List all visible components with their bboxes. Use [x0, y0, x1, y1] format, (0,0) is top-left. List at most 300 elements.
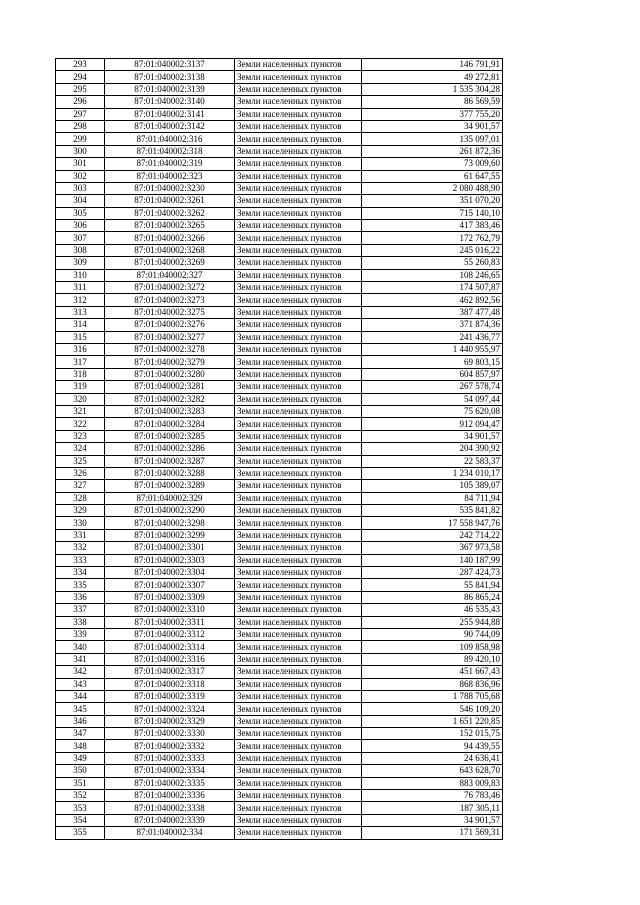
- table-row: [56, 170, 503, 182]
- cadastral-number-cell: 87:01:040002:3281: [105, 381, 235, 393]
- row-number-cell: 301: [56, 158, 105, 170]
- table-row: [56, 405, 503, 417]
- land-category-cell: Земли населенных пунктов: [235, 480, 362, 492]
- cadastral-number-cell: 87:01:040002:323: [105, 170, 235, 182]
- cadastral-value-cell: 34 901,57: [362, 120, 503, 132]
- table-row: [56, 728, 503, 740]
- table-row: [56, 567, 503, 579]
- land-category-cell: Земли населенных пунктов: [235, 814, 362, 826]
- row-number-cell: 305: [56, 207, 105, 219]
- cadastral-value-cell: 255 944,88: [362, 616, 503, 628]
- row-number-cell: 352: [56, 790, 105, 802]
- land-category-cell: Земли населенных пунктов: [235, 777, 362, 789]
- cadastral-value-cell: 69 803,15: [362, 356, 503, 368]
- table-body: [56, 59, 503, 840]
- cadastral-value-cell: 86 865,24: [362, 591, 503, 603]
- table-row: [56, 814, 503, 826]
- table-row: [56, 579, 503, 591]
- row-number-cell: 309: [56, 257, 105, 269]
- row-number-cell: 347: [56, 728, 105, 740]
- row-number-cell: 329: [56, 505, 105, 517]
- row-number-cell: 348: [56, 740, 105, 752]
- land-category-cell: Земли населенных пунктов: [235, 678, 362, 690]
- row-number-cell: 310: [56, 269, 105, 281]
- table-row: [56, 83, 503, 95]
- land-category-cell: Земли населенных пунктов: [235, 554, 362, 566]
- cadastral-value-cell: 89 420,10: [362, 653, 503, 665]
- table-row: [56, 517, 503, 529]
- table-row: [56, 641, 503, 653]
- row-number-cell: 312: [56, 294, 105, 306]
- table-row: [56, 604, 503, 616]
- table-row: [56, 195, 503, 207]
- cadastral-number-cell: 87:01:040002:3310: [105, 604, 235, 616]
- land-category-cell: Земли населенных пунктов: [235, 207, 362, 219]
- row-number-cell: 340: [56, 641, 105, 653]
- cadastral-number-cell: 87:01:040002:3268: [105, 244, 235, 256]
- cadastral-number-cell: 87:01:040002:3288: [105, 467, 235, 479]
- row-number-cell: 319: [56, 381, 105, 393]
- cadastral-number-cell: 87:01:040002:3301: [105, 542, 235, 554]
- table-row: [56, 418, 503, 430]
- cadastral-number-cell: 87:01:040002:3336: [105, 790, 235, 802]
- row-number-cell: 302: [56, 170, 105, 182]
- cadastral-value-cell: 86 569,59: [362, 96, 503, 108]
- table-row: [56, 120, 503, 132]
- land-category-cell: Земли населенных пунктов: [235, 343, 362, 355]
- cadastral-number-cell: 87:01:040002:334: [105, 827, 235, 839]
- cadastral-number-cell: 87:01:040002:3277: [105, 331, 235, 343]
- cadastral-number-cell: 87:01:040002:3275: [105, 306, 235, 318]
- land-category-cell: Земли населенных пунктов: [235, 628, 362, 640]
- table-row: [56, 220, 503, 232]
- row-number-cell: 322: [56, 418, 105, 430]
- table-row: [56, 158, 503, 170]
- cadastral-number-cell: 87:01:040002:3282: [105, 393, 235, 405]
- land-category-cell: Земли населенных пунктов: [235, 827, 362, 839]
- table-row: [56, 381, 503, 393]
- land-category-cell: Земли населенных пунктов: [235, 418, 362, 430]
- cadastral-number-cell: 87:01:040002:316: [105, 133, 235, 145]
- land-category-cell: Земли населенных пунктов: [235, 728, 362, 740]
- cadastral-value-cell: 604 857,97: [362, 368, 503, 380]
- row-number-cell: 295: [56, 83, 105, 95]
- cadastral-number-cell: 87:01:040002:3289: [105, 480, 235, 492]
- land-category-cell: Земли населенных пунктов: [235, 740, 362, 752]
- land-category-cell: Земли населенных пунктов: [235, 282, 362, 294]
- row-number-cell: 331: [56, 529, 105, 541]
- land-category-cell: Земли населенных пунктов: [235, 790, 362, 802]
- cadastral-value-cell: 371 874,36: [362, 319, 503, 331]
- land-category-cell: Земли населенных пунктов: [235, 120, 362, 132]
- table-row: [56, 628, 503, 640]
- table-row: [56, 257, 503, 269]
- cadastral-value-cell: 34 901,57: [362, 430, 503, 442]
- land-category-cell: Земли населенных пунктов: [235, 443, 362, 455]
- cadastral-value-cell: 883 009,83: [362, 777, 503, 789]
- table-row: [56, 480, 503, 492]
- cadastral-number-cell: 87:01:040002:3287: [105, 455, 235, 467]
- table-row: [56, 393, 503, 405]
- cadastral-number-cell: 87:01:040002:3317: [105, 666, 235, 678]
- cadastral-number-cell: 87:01:040002:3319: [105, 690, 235, 702]
- row-number-cell: 339: [56, 628, 105, 640]
- table-row: [56, 244, 503, 256]
- table-row: [56, 505, 503, 517]
- table-row: [56, 827, 503, 839]
- cadastral-value-cell: 1 440 955,97: [362, 343, 503, 355]
- land-category-cell: Земли населенных пунктов: [235, 59, 362, 71]
- cadastral-number-cell: 87:01:040002:3272: [105, 282, 235, 294]
- land-category-cell: Земли населенных пунктов: [235, 567, 362, 579]
- table-row: [56, 554, 503, 566]
- row-number-cell: 303: [56, 182, 105, 194]
- table-row: [56, 653, 503, 665]
- cadastral-value-cell: 187 305,11: [362, 802, 503, 814]
- land-category-cell: Земли населенных пунктов: [235, 96, 362, 108]
- cadastral-value-cell: 49 272,81: [362, 71, 503, 83]
- cadastral-number-cell: 87:01:040002:3316: [105, 653, 235, 665]
- row-number-cell: 311: [56, 282, 105, 294]
- row-number-cell: 335: [56, 579, 105, 591]
- land-category-cell: Земли населенных пунктов: [235, 604, 362, 616]
- row-number-cell: 315: [56, 331, 105, 343]
- cadastral-value-cell: 22 583,37: [362, 455, 503, 467]
- cadastral-value-cell: 54 097,44: [362, 393, 503, 405]
- land-category-cell: Земли населенных пунктов: [235, 170, 362, 182]
- cadastral-number-cell: 87:01:040002:3324: [105, 703, 235, 715]
- land-category-cell: Земли населенных пунктов: [235, 356, 362, 368]
- cadastral-value-cell: 451 667,43: [362, 666, 503, 678]
- table-row: [56, 666, 503, 678]
- cadastral-value-cell: 109 858,98: [362, 641, 503, 653]
- cadastral-number-cell: 87:01:040002:3334: [105, 765, 235, 777]
- land-category-cell: Земли населенных пунктов: [235, 306, 362, 318]
- row-number-cell: 304: [56, 195, 105, 207]
- table-row: [56, 715, 503, 727]
- row-number-cell: 313: [56, 306, 105, 318]
- row-number-cell: 353: [56, 802, 105, 814]
- row-number-cell: 299: [56, 133, 105, 145]
- cadastral-number-cell: 87:01:040002:3265: [105, 220, 235, 232]
- cadastral-value-cell: 546 109,20: [362, 703, 503, 715]
- table-row: [56, 108, 503, 120]
- land-category-cell: Земли населенных пунктов: [235, 765, 362, 777]
- row-number-cell: 323: [56, 430, 105, 442]
- cadastral-number-cell: 87:01:040002:3261: [105, 195, 235, 207]
- land-category-cell: Земли населенных пунктов: [235, 133, 362, 145]
- land-category-cell: Земли населенных пунктов: [235, 244, 362, 256]
- table-row: [56, 467, 503, 479]
- land-category-cell: Земли населенных пунктов: [235, 529, 362, 541]
- cadastral-value-cell: 61 647,55: [362, 170, 503, 182]
- cadastral-value-cell: 387 477,48: [362, 306, 503, 318]
- cadastral-value-cell: 94 439,55: [362, 740, 503, 752]
- land-category-cell: Земли населенных пунктов: [235, 294, 362, 306]
- cadastral-number-cell: 87:01:040002:3303: [105, 554, 235, 566]
- land-category-cell: Земли населенных пунктов: [235, 108, 362, 120]
- table-row: [56, 740, 503, 752]
- row-number-cell: 328: [56, 492, 105, 504]
- land-category-cell: Земли населенных пунктов: [235, 666, 362, 678]
- land-category-cell: Земли населенных пунктов: [235, 430, 362, 442]
- table-row: [56, 59, 503, 71]
- cadastral-value-cell: 367 973,58: [362, 542, 503, 554]
- row-number-cell: 336: [56, 591, 105, 603]
- cadastral-value-cell: 2 080 488,90: [362, 182, 503, 194]
- table-row: [56, 616, 503, 628]
- cadastral-value-cell: 417 383,46: [362, 220, 503, 232]
- row-number-cell: 318: [56, 368, 105, 380]
- table-row: [56, 368, 503, 380]
- row-number-cell: 317: [56, 356, 105, 368]
- cadastral-number-cell: 87:01:040002:327: [105, 269, 235, 281]
- row-number-cell: 354: [56, 814, 105, 826]
- cadastral-value-cell: 55 260,83: [362, 257, 503, 269]
- row-number-cell: 332: [56, 542, 105, 554]
- cadastral-value-cell: 1 535 304,28: [362, 83, 503, 95]
- cadastral-value-table: [55, 58, 503, 840]
- cadastral-value-cell: 204 390,92: [362, 443, 503, 455]
- cadastral-number-cell: 87:01:040002:3141: [105, 108, 235, 120]
- cadastral-value-cell: 267 578,74: [362, 381, 503, 393]
- cadastral-value-cell: 377 755,20: [362, 108, 503, 120]
- row-number-cell: 325: [56, 455, 105, 467]
- table-row: [56, 703, 503, 715]
- table-row: [56, 282, 503, 294]
- row-number-cell: 333: [56, 554, 105, 566]
- cadastral-value-cell: 55 841,94: [362, 579, 503, 591]
- land-category-cell: Земли населенных пунктов: [235, 182, 362, 194]
- cadastral-number-cell: 87:01:040002:3276: [105, 319, 235, 331]
- cadastral-value-cell: 75 620,08: [362, 405, 503, 417]
- table-row: [56, 455, 503, 467]
- row-number-cell: 297: [56, 108, 105, 120]
- land-category-cell: Земли населенных пунктов: [235, 319, 362, 331]
- cadastral-number-cell: 87:01:040002:3298: [105, 517, 235, 529]
- cadastral-number-cell: 87:01:040002:3262: [105, 207, 235, 219]
- cadastral-number-cell: 87:01:040002:3309: [105, 591, 235, 603]
- cadastral-value-cell: 1 234 010,17: [362, 467, 503, 479]
- table-row: [56, 306, 503, 318]
- cadastral-value-cell: 241 436,77: [362, 331, 503, 343]
- cadastral-number-cell: 87:01:040002:3318: [105, 678, 235, 690]
- land-category-cell: Земли населенных пунктов: [235, 195, 362, 207]
- cadastral-number-cell: 87:01:040002:3339: [105, 814, 235, 826]
- land-category-cell: Земли населенных пунктов: [235, 158, 362, 170]
- cadastral-number-cell: 87:01:040002:3314: [105, 641, 235, 653]
- table-row: [56, 802, 503, 814]
- land-category-cell: Земли населенных пунктов: [235, 616, 362, 628]
- table-row: [56, 790, 503, 802]
- row-number-cell: 307: [56, 232, 105, 244]
- cadastral-value-cell: 73 009,60: [362, 158, 503, 170]
- cadastral-value-cell: 535 841,82: [362, 505, 503, 517]
- cadastral-number-cell: 87:01:040002:3299: [105, 529, 235, 541]
- row-number-cell: 296: [56, 96, 105, 108]
- cadastral-value-cell: 1 788 705,68: [362, 690, 503, 702]
- table-row: [56, 294, 503, 306]
- cadastral-value-cell: 174 507,87: [362, 282, 503, 294]
- table-row: [56, 232, 503, 244]
- row-number-cell: 346: [56, 715, 105, 727]
- row-number-cell: 321: [56, 405, 105, 417]
- row-number-cell: 337: [56, 604, 105, 616]
- cadastral-number-cell: 87:01:040002:3273: [105, 294, 235, 306]
- table-row: [56, 96, 503, 108]
- table-row: [56, 133, 503, 145]
- table-row: [56, 331, 503, 343]
- land-category-cell: Земли населенных пунктов: [235, 405, 362, 417]
- land-category-cell: Земли населенных пунктов: [235, 368, 362, 380]
- cadastral-number-cell: 87:01:040002:3283: [105, 405, 235, 417]
- cadastral-value-cell: 643 628,70: [362, 765, 503, 777]
- table-row: [56, 690, 503, 702]
- cadastral-number-cell: 87:01:040002:3269: [105, 257, 235, 269]
- land-category-cell: Земли населенных пунктов: [235, 269, 362, 281]
- cadastral-number-cell: 87:01:040002:3140: [105, 96, 235, 108]
- row-number-cell: 341: [56, 653, 105, 665]
- land-category-cell: Земли населенных пунктов: [235, 715, 362, 727]
- cadastral-value-cell: 912 094,47: [362, 418, 503, 430]
- cadastral-value-cell: 351 070,20: [362, 195, 503, 207]
- cadastral-number-cell: 87:01:040002:3311: [105, 616, 235, 628]
- cadastral-number-cell: 87:01:040002:3338: [105, 802, 235, 814]
- cadastral-value-cell: 90 744,09: [362, 628, 503, 640]
- table-row: [56, 145, 503, 157]
- row-number-cell: 342: [56, 666, 105, 678]
- land-category-cell: Земли населенных пунктов: [235, 393, 362, 405]
- land-category-cell: Земли населенных пунктов: [235, 492, 362, 504]
- row-number-cell: 345: [56, 703, 105, 715]
- table-row: [56, 529, 503, 541]
- cadastral-number-cell: 87:01:040002:3279: [105, 356, 235, 368]
- cadastral-number-cell: 87:01:040002:3330: [105, 728, 235, 740]
- cadastral-number-cell: 87:01:040002:3307: [105, 579, 235, 591]
- land-category-cell: Земли населенных пунктов: [235, 517, 362, 529]
- cadastral-number-cell: 87:01:040002:3142: [105, 120, 235, 132]
- cadastral-number-cell: 87:01:040002:3285: [105, 430, 235, 442]
- cadastral-number-cell: 87:01:040002:318: [105, 145, 235, 157]
- land-category-cell: Земли населенных пунктов: [235, 145, 362, 157]
- cadastral-number-cell: 87:01:040002:3137: [105, 59, 235, 71]
- table-row: [56, 269, 503, 281]
- cadastral-number-cell: 87:01:040002:3230: [105, 182, 235, 194]
- table-row: [56, 443, 503, 455]
- cadastral-number-cell: 87:01:040002:3290: [105, 505, 235, 517]
- row-number-cell: 344: [56, 690, 105, 702]
- land-category-cell: Земли населенных пунктов: [235, 505, 362, 517]
- cadastral-value-cell: 140 187,99: [362, 554, 503, 566]
- land-category-cell: Земли населенных пунктов: [235, 752, 362, 764]
- cadastral-number-cell: 87:01:040002:3329: [105, 715, 235, 727]
- table-row: [56, 319, 503, 331]
- row-number-cell: 308: [56, 244, 105, 256]
- row-number-cell: 324: [56, 443, 105, 455]
- row-number-cell: 330: [56, 517, 105, 529]
- land-category-cell: Земли населенных пунктов: [235, 257, 362, 269]
- cadastral-number-cell: 87:01:040002:3335: [105, 777, 235, 789]
- cadastral-value-cell: 171 569,31: [362, 827, 503, 839]
- cadastral-value-cell: 868 836,96: [362, 678, 503, 690]
- cadastral-value-cell: 172 762,79: [362, 232, 503, 244]
- cadastral-value-cell: 462 892,56: [362, 294, 503, 306]
- row-number-cell: 293: [56, 59, 105, 71]
- land-category-cell: Земли населенных пунктов: [235, 467, 362, 479]
- cadastral-value-cell: 135 097,01: [362, 133, 503, 145]
- land-category-cell: Земли населенных пунктов: [235, 591, 362, 603]
- land-category-cell: Земли населенных пунктов: [235, 690, 362, 702]
- land-category-cell: Земли населенных пунктов: [235, 331, 362, 343]
- row-number-cell: 334: [56, 567, 105, 579]
- cadastral-value-cell: 34 901,57: [362, 814, 503, 826]
- cadastral-number-cell: 87:01:040002:3332: [105, 740, 235, 752]
- land-category-cell: Земли населенных пунктов: [235, 653, 362, 665]
- cadastral-number-cell: 87:01:040002:3304: [105, 567, 235, 579]
- table-row: [56, 343, 503, 355]
- row-number-cell: 300: [56, 145, 105, 157]
- table-row: [56, 765, 503, 777]
- row-number-cell: 338: [56, 616, 105, 628]
- cadastral-value-cell: 108 246,65: [362, 269, 503, 281]
- cadastral-value-cell: 84 711,94: [362, 492, 503, 504]
- cadastral-number-cell: 87:01:040002:319: [105, 158, 235, 170]
- row-number-cell: 294: [56, 71, 105, 83]
- cadastral-value-cell: 46 535,43: [362, 604, 503, 616]
- row-number-cell: 327: [56, 480, 105, 492]
- cadastral-number-cell: 87:01:040002:3278: [105, 343, 235, 355]
- land-category-cell: Земли населенных пунктов: [235, 641, 362, 653]
- cadastral-value-cell: 17 558 947,76: [362, 517, 503, 529]
- cadastral-number-cell: 87:01:040002:3139: [105, 83, 235, 95]
- cadastral-value-cell: 261 872,36: [362, 145, 503, 157]
- row-number-cell: 316: [56, 343, 105, 355]
- row-number-cell: 306: [56, 220, 105, 232]
- land-category-cell: Земли населенных пунктов: [235, 542, 362, 554]
- cadastral-value-cell: 245 016,22: [362, 244, 503, 256]
- land-category-cell: Земли населенных пунктов: [235, 71, 362, 83]
- cadastral-value-cell: 715 140,10: [362, 207, 503, 219]
- cadastral-value-cell: 1 651 220,85: [362, 715, 503, 727]
- cadastral-value-cell: 24 636,41: [362, 752, 503, 764]
- cadastral-number-cell: 87:01:040002:3266: [105, 232, 235, 244]
- row-number-cell: 350: [56, 765, 105, 777]
- table-row: [56, 71, 503, 83]
- land-category-cell: Земли населенных пунктов: [235, 579, 362, 591]
- cadastral-value-cell: 76 783,46: [362, 790, 503, 802]
- table-row: [56, 777, 503, 789]
- land-category-cell: Земли населенных пунктов: [235, 220, 362, 232]
- cadastral-number-cell: 87:01:040002:3286: [105, 443, 235, 455]
- row-number-cell: 326: [56, 467, 105, 479]
- land-category-cell: Земли населенных пунктов: [235, 703, 362, 715]
- land-category-cell: Земли населенных пунктов: [235, 83, 362, 95]
- land-category-cell: Земли населенных пунктов: [235, 232, 362, 244]
- land-category-cell: Земли населенных пунктов: [235, 381, 362, 393]
- table-row: [56, 752, 503, 764]
- row-number-cell: 351: [56, 777, 105, 789]
- row-number-cell: 314: [56, 319, 105, 331]
- cadastral-value-cell: 287 424,73: [362, 567, 503, 579]
- table-row: [56, 492, 503, 504]
- cadastral-number-cell: 87:01:040002:3284: [105, 418, 235, 430]
- cadastral-number-cell: 87:01:040002:329: [105, 492, 235, 504]
- land-category-cell: Земли населенных пунктов: [235, 802, 362, 814]
- cadastral-value-cell: 242 714,22: [362, 529, 503, 541]
- cadastral-number-cell: 87:01:040002:3138: [105, 71, 235, 83]
- table-row: [56, 591, 503, 603]
- row-number-cell: 298: [56, 120, 105, 132]
